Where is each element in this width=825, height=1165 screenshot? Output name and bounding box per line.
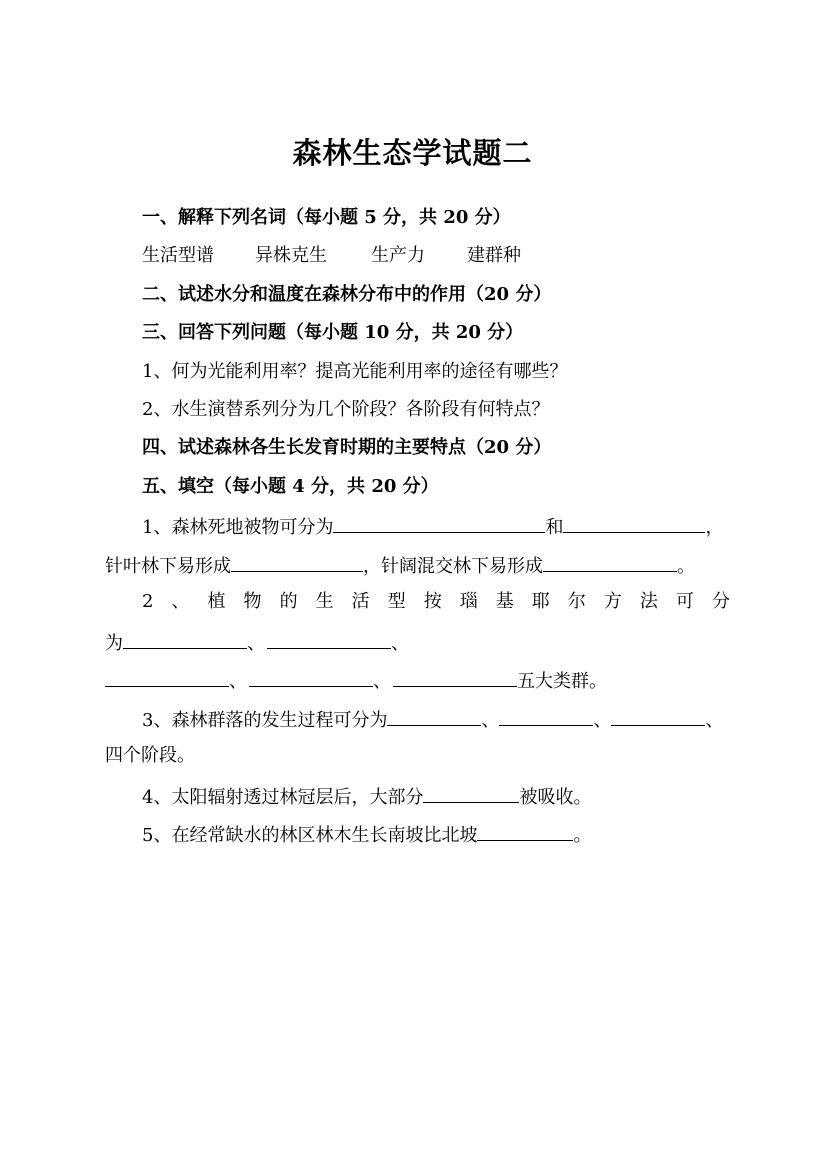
fill-question-1 [142,512,723,541]
fill-char: 2 [142,591,154,612]
fill-question-1-cont [105,551,695,580]
fill-char: 基 [495,591,514,612]
fill-char: 法 [639,591,658,612]
fill-char: 的 [279,591,298,612]
section-3-heading: 三、回答下列问题（每小题 10 分，共 20 分） [142,322,524,343]
fill-text: 5、在经常缺水的林区林木生长南坡比北坡 [142,825,478,846]
fill-char: 按 [423,591,442,612]
question-3-1: 1、何为光能利用率？提高光能利用率的途径有哪些？ [142,361,568,382]
question-3-2: 2、水生演替系列分为几个阶段？各阶段有何特点？ [142,399,550,420]
fill-blank[interactable] [477,820,573,841]
fill-text: 4、太阳辐射透过林冠层后，大部分 [142,787,424,808]
fill-question-3-cont: 四个阶段。 [105,745,195,766]
fill-char: 植 [207,591,226,612]
fill-char: 、 [171,591,190,612]
fill-blank[interactable] [611,705,705,726]
fill-text: ， [705,517,724,538]
page-title: 森林生态学试题二 [292,136,533,170]
fill-char: 耶 [531,591,550,612]
fill-blank[interactable] [231,551,363,572]
fill-text: 、 [593,710,612,731]
fill-question-2 [142,589,730,615]
term-item: 生活型谱 [142,245,214,266]
term-list [142,243,521,269]
fill-char: 尔 [567,591,586,612]
fill-char: 物 [243,591,262,612]
fill-char: 生 [315,591,334,612]
fill-text: 针叶林下易形成 [105,556,231,577]
fill-question-5 [142,820,591,849]
fill-char: 活 [351,591,370,612]
fill-char: 可 [675,591,694,612]
fill-text: 、 [391,633,409,654]
fill-text: 、 [229,671,247,692]
fill-blank[interactable] [387,705,481,726]
fill-text: 五大类群。 [517,671,607,692]
fill-blank[interactable] [267,628,391,649]
fill-text: 。 [677,556,695,577]
fill-question-2-cont2 [105,666,607,695]
section-5-heading: 五、填空（每小题 4 分，共 20 分） [142,476,439,497]
fill-char: 瑙 [459,591,478,612]
fill-text: 为 [105,633,123,654]
fill-text: 、 [247,633,265,654]
fill-text: 和 [545,517,564,538]
fill-blank[interactable] [333,512,545,533]
fill-text: 。 [573,825,592,846]
section-1-heading: 一、解释下列名词（每小题 5 分，共 20 分） [142,207,511,228]
fill-text: 1、森林死地被物可分为 [142,517,334,538]
fill-blank[interactable] [393,666,517,687]
section-2-heading: 二、试述水分和温度在森林分布中的作用（20 分） [142,284,552,305]
fill-question-3 [142,705,723,734]
fill-text: 被吸收。 [519,787,592,808]
fill-char: 型 [387,591,406,612]
fill-blank[interactable] [499,705,593,726]
fill-blank[interactable] [423,782,519,803]
fill-char: 方 [603,591,622,612]
section-4-heading: 四、试述森林各生长发育时期的主要特点（20 分） [142,437,552,458]
fill-question-2-cont [105,628,409,657]
fill-blank[interactable] [543,551,677,572]
fill-text: 、 [373,671,391,692]
term-item: 生产力 [371,245,425,266]
fill-blank[interactable] [123,628,247,649]
fill-blank[interactable] [249,666,373,687]
fill-char: 分 [711,591,730,612]
term-item: 建群种 [467,245,521,266]
fill-question-4 [142,782,591,811]
term-item: 异株克生 [255,245,327,266]
fill-text: 3、森林群落的发生过程可分为 [142,710,388,731]
fill-blank[interactable] [563,512,705,533]
fill-blank[interactable] [105,666,229,687]
fill-text: ，针阔混交林下易形成 [363,556,543,577]
fill-text: 、 [481,710,500,731]
fill-text: 、 [705,710,724,731]
